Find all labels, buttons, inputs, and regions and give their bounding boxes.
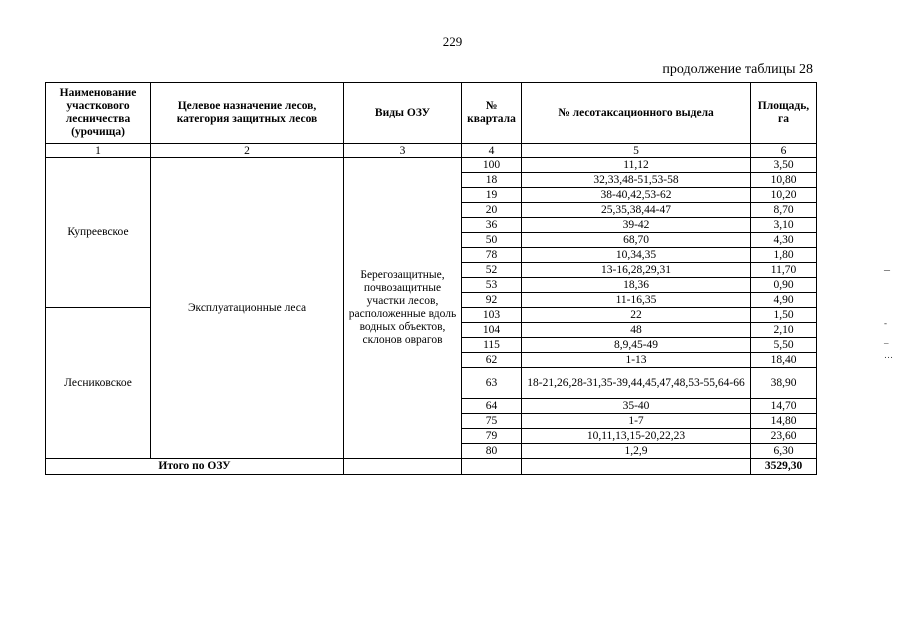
quarter-cell: 62 bbox=[462, 353, 522, 368]
col-header-quarter: № квартала bbox=[462, 83, 522, 144]
quarter-cell: 18 bbox=[462, 173, 522, 188]
parcel-cell: 38-40,42,53-62 bbox=[522, 188, 751, 203]
parcel-cell: 10,34,35 bbox=[522, 248, 751, 263]
quarter-cell: 53 bbox=[462, 278, 522, 293]
page-number: 229 bbox=[442, 34, 463, 49]
quarter-cell: 20 bbox=[462, 203, 522, 218]
col-header-ozu-type: Виды ОЗУ bbox=[344, 83, 462, 144]
ozu-table bbox=[45, 82, 817, 475]
area-cell: 8,70 bbox=[751, 203, 817, 218]
parcel-cell: 13-16,28,29,31 bbox=[522, 263, 751, 278]
parcel-cell: 1,2,9 bbox=[522, 444, 751, 459]
scan-mark: – bbox=[884, 338, 889, 348]
column-number-row bbox=[46, 144, 817, 158]
quarter-cell: 78 bbox=[462, 248, 522, 263]
quarter-cell: 19 bbox=[462, 188, 522, 203]
parcel-cell: 1-7 bbox=[522, 414, 751, 429]
area-cell: 3,10 bbox=[751, 218, 817, 233]
parcel-cell: 11-16,35 bbox=[522, 293, 751, 308]
area-cell: 10,80 bbox=[751, 173, 817, 188]
total-area: 3529,30 bbox=[751, 459, 817, 475]
parcel-cell: 8,9,45-49 bbox=[522, 338, 751, 353]
total-empty-cell bbox=[522, 459, 751, 475]
col-header-forestry: Наименование участкового лесничества (урочища) bbox=[46, 83, 151, 144]
quarter-cell: 50 bbox=[462, 233, 522, 248]
area-cell: 38,90 bbox=[751, 368, 817, 399]
total-empty-cell bbox=[344, 459, 462, 475]
purpose-cell: Эксплуатационные леса bbox=[151, 158, 344, 459]
quarter-cell: 104 bbox=[462, 323, 522, 338]
quarter-cell: 52 bbox=[462, 263, 522, 278]
parcel-cell: 32,33,48-51,53-58 bbox=[522, 173, 751, 188]
column-number: 5 bbox=[522, 144, 751, 158]
quarter-cell: 64 bbox=[462, 399, 522, 414]
area-cell: 18,40 bbox=[751, 353, 817, 368]
ozu-type-cell: Берегозащитные, почвозащитные участки лесов, расположенные вдоль водных объектов, склонов оврагов bbox=[344, 158, 462, 459]
area-cell: 4,30 bbox=[751, 233, 817, 248]
parcel-cell: 18-21,26,28-31,35-39,44,45,47,48,53-55,64-66 bbox=[522, 368, 751, 399]
total-label: Итого по ОЗУ bbox=[46, 459, 344, 475]
area-cell: 5,50 bbox=[751, 338, 817, 353]
area-cell: 3,50 bbox=[751, 158, 817, 173]
area-cell: 2,10 bbox=[751, 323, 817, 338]
parcel-cell: 10,11,13,15-20,22,23 bbox=[522, 429, 751, 444]
col-header-area: Площадь, га bbox=[751, 83, 817, 144]
column-number: 4 bbox=[462, 144, 522, 158]
scan-mark: … bbox=[884, 350, 893, 360]
col-header-purpose: Целевое назначение лесов, категория защитных лесов bbox=[151, 83, 344, 144]
quarter-cell: 92 bbox=[462, 293, 522, 308]
parcel-cell: 39-42 bbox=[522, 218, 751, 233]
column-number: 3 bbox=[344, 144, 462, 158]
parcel-cell: 25,35,38,44-47 bbox=[522, 203, 751, 218]
area-cell: 1,80 bbox=[751, 248, 817, 263]
parcel-cell: 11,12 bbox=[522, 158, 751, 173]
total-row bbox=[46, 459, 817, 475]
area-cell: 11,70 bbox=[751, 263, 817, 278]
column-number: 6 bbox=[751, 144, 817, 158]
quarter-cell: 115 bbox=[462, 338, 522, 353]
quarter-cell: 103 bbox=[462, 308, 522, 323]
area-cell: 1,50 bbox=[751, 308, 817, 323]
total-empty-cell bbox=[462, 459, 522, 475]
quarter-cell: 36 bbox=[462, 218, 522, 233]
scan-mark: – bbox=[884, 262, 890, 276]
table-row bbox=[46, 158, 817, 173]
quarter-cell: 75 bbox=[462, 414, 522, 429]
quarter-cell: 63 bbox=[462, 368, 522, 399]
parcel-cell: 1-13 bbox=[522, 353, 751, 368]
column-number: 1 bbox=[46, 144, 151, 158]
quarter-cell: 80 bbox=[462, 444, 522, 459]
column-number: 2 bbox=[151, 144, 344, 158]
area-cell: 0,90 bbox=[751, 278, 817, 293]
quarter-cell: 100 bbox=[462, 158, 522, 173]
area-cell: 14,80 bbox=[751, 414, 817, 429]
scan-mark: - bbox=[884, 318, 887, 328]
quarter-cell: 79 bbox=[462, 429, 522, 444]
forestry-cell: Купреевское bbox=[46, 158, 151, 308]
area-cell: 10,20 bbox=[751, 188, 817, 203]
area-cell: 6,30 bbox=[751, 444, 817, 459]
parcel-cell: 18,36 bbox=[522, 278, 751, 293]
parcel-cell: 68,70 bbox=[522, 233, 751, 248]
parcel-cell: 48 bbox=[522, 323, 751, 338]
area-cell: 4,90 bbox=[751, 293, 817, 308]
area-cell: 23,60 bbox=[751, 429, 817, 444]
header-row bbox=[46, 83, 817, 144]
col-header-parcel: № лесотаксационного выдела bbox=[522, 83, 751, 144]
parcel-cell: 22 bbox=[522, 308, 751, 323]
table-continuation-caption: продолжение таблицы 28 bbox=[662, 62, 813, 77]
area-cell: 14,70 bbox=[751, 399, 817, 414]
parcel-cell: 35-40 bbox=[522, 399, 751, 414]
forestry-cell: Лесниковское bbox=[46, 308, 151, 459]
